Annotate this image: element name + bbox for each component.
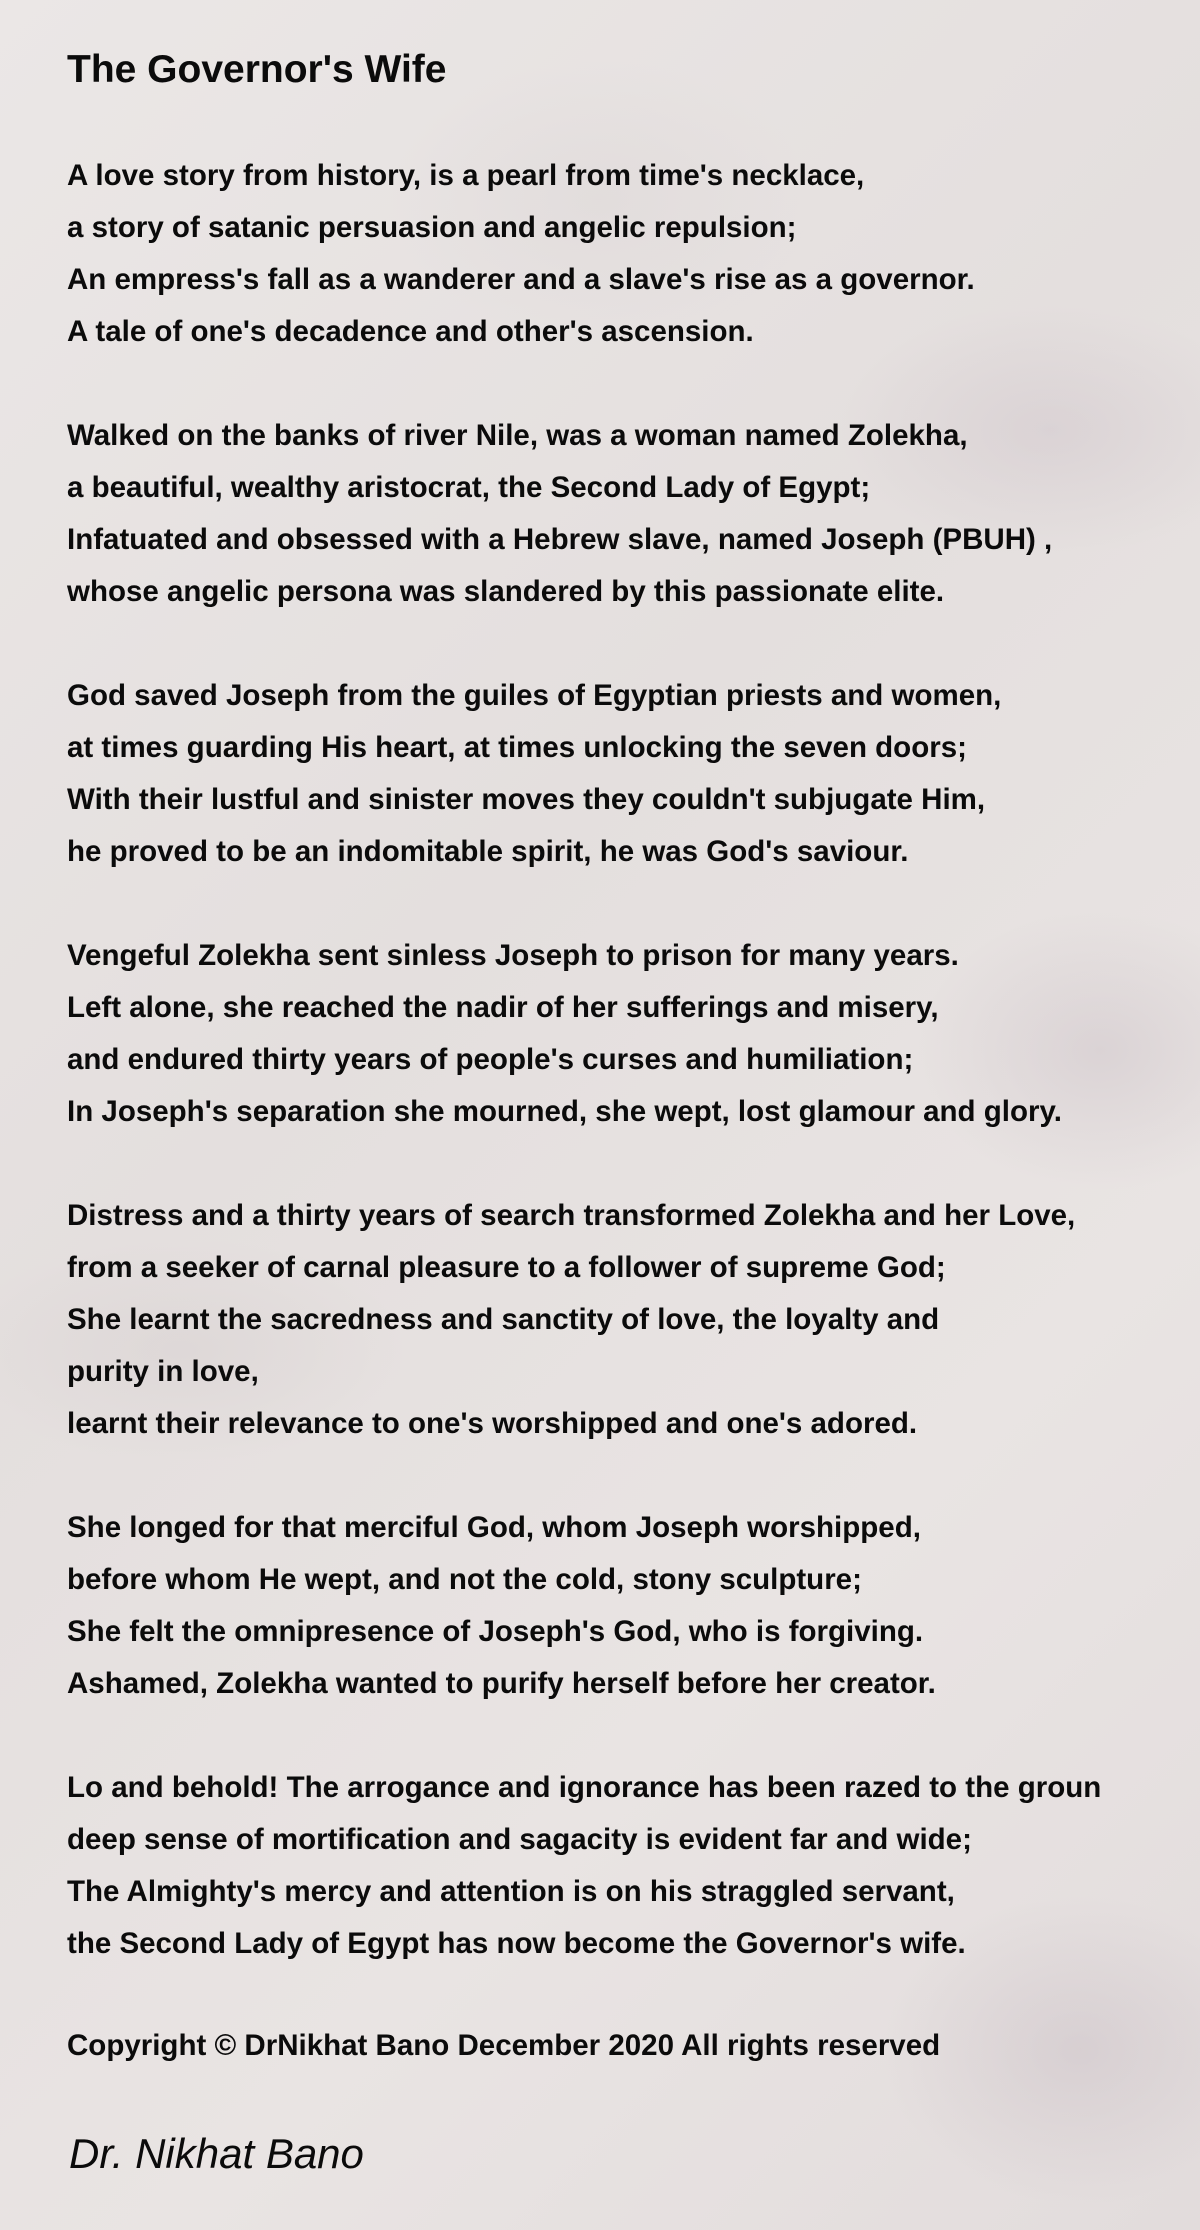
- poem-line: God saved Joseph from the guiles of Egyptian priests and women,: [67, 679, 1002, 712]
- poem-line: With their lustful and sinister moves they couldn't subjugate Him,: [67, 783, 986, 816]
- poem-line: whose angelic persona was slandered by this passionate elite.: [67, 575, 945, 608]
- poem-line: a beautiful, wealthy aristocrat, the Second Lady of Egypt;: [67, 471, 871, 504]
- poem-line: before whom He wept, and not the cold, stony sculpture;: [67, 1563, 862, 1596]
- stanza-break: [67, 618, 1200, 670]
- copyright-notice: Copyright © DrNikhat Bano December 2020 All rights reserved: [67, 2029, 941, 2062]
- poem-line: She longed for that merciful God, whom Joseph worshipped,: [67, 1511, 921, 1544]
- poem-line: at times guarding His heart, at times unlocking the seven doors;: [67, 731, 967, 764]
- poem-line: An empress's fall as a wanderer and a slave's rise as a governor.: [67, 263, 975, 296]
- stanza-break: [67, 1138, 1200, 1190]
- poem-line: Vengeful Zolekha sent sinless Joseph to prison for many years.: [67, 939, 959, 972]
- poem-body: [67, 150, 1200, 1970]
- poem-line: Lo and behold! The arrogance and ignorance has been razed to the groun: [67, 1771, 1102, 1804]
- poem-line: A tale of one's decadence and other's ascension.: [67, 315, 754, 348]
- poem-line: Walked on the banks of river Nile, was a woman named Zolekha,: [67, 419, 968, 452]
- poem-line: the Second Lady of Egypt has now become the Governor's wife.: [67, 1927, 966, 1960]
- poem-line: Infatuated and obsessed with a Hebrew slave, named Joseph (PBUH) ,: [67, 523, 1053, 556]
- poem-line: Distress and a thirty years of search transformed Zolekha and her Love,: [67, 1199, 1076, 1232]
- poem-line: from a seeker of carnal pleasure to a follower of supreme God;: [67, 1251, 946, 1284]
- stanza-break: [67, 878, 1200, 930]
- stanza-break: [67, 1450, 1200, 1502]
- poem-line: learnt their relevance to one's worshipped and one's adored.: [67, 1407, 918, 1440]
- stanza-break: [67, 1710, 1200, 1762]
- poem-line: A love story from history, is a pearl from time's necklace,: [67, 159, 865, 192]
- poem-line: and endured thirty years of people's curses and humiliation;: [67, 1043, 914, 1076]
- poem-title: The Governor's Wife: [67, 48, 447, 91]
- poem-line: Left alone, she reached the nadir of her sufferings and misery,: [67, 991, 939, 1024]
- poem-line: he proved to be an indomitable spirit, he was God's saviour.: [67, 835, 909, 868]
- poem-line: In Joseph's separation she mourned, she wept, lost glamour and glory.: [67, 1095, 1062, 1128]
- author-name: Dr. Nikhat Bano: [69, 2130, 364, 2177]
- poem-line: The Almighty's mercy and attention is on his straggled servant,: [67, 1875, 955, 1908]
- poem-line: purity in love,: [67, 1355, 259, 1388]
- poem-line: a story of satanic persuasion and angelic repulsion;: [67, 211, 797, 244]
- stanza-break: [67, 358, 1200, 410]
- poem-line: Ashamed, Zolekha wanted to purify herself before her creator.: [67, 1667, 936, 1700]
- poem-line: She felt the omnipresence of Joseph's God, who is forgiving.: [67, 1615, 924, 1648]
- poem-line: She learnt the sacredness and sanctity of love, the loyalty and: [67, 1303, 940, 1336]
- poem-line: deep sense of mortification and sagacity is evident far and wide;: [67, 1823, 972, 1856]
